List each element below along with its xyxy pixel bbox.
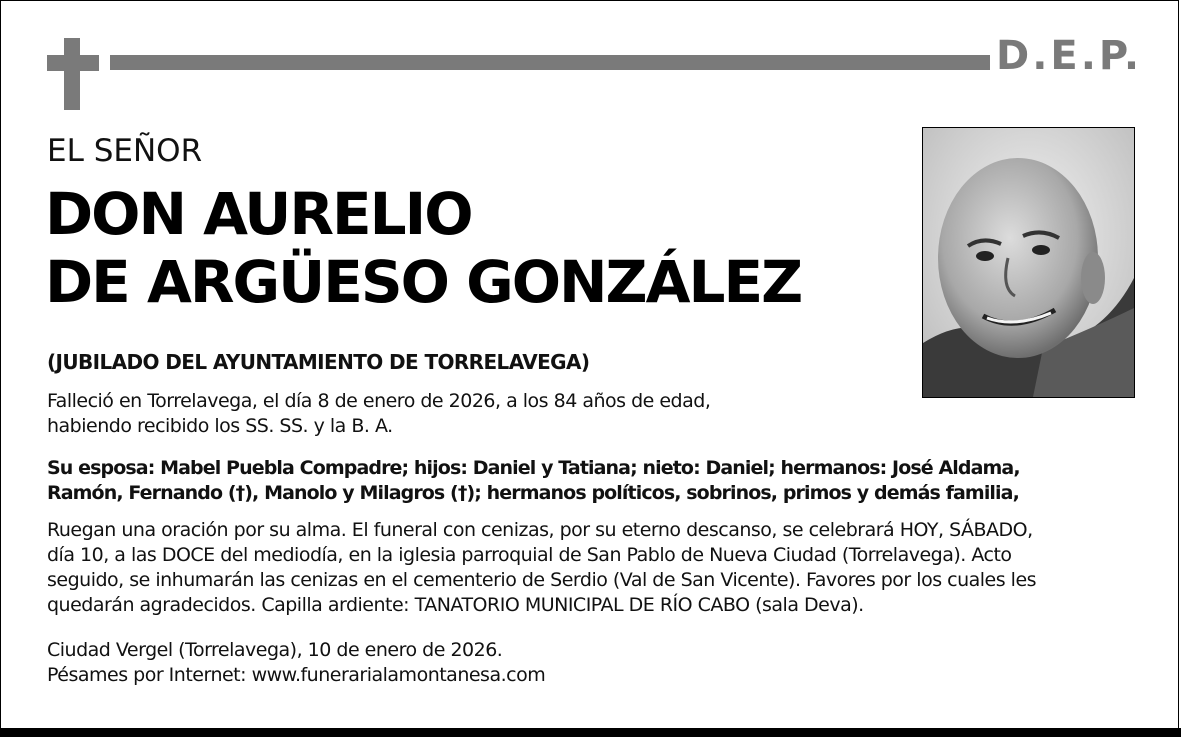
family-line: Ramón, Fernando (†), Manolo y Milagros (†); hermanos políticos, sobrinos, primos y demás familia, [47, 482, 1019, 504]
header-rule [110, 55, 990, 70]
funeral-line: quedarán agradecidos. Capilla ardiente: TANATORIO MUNICIPAL DE RÍO CABO (sala Deva). [47, 594, 864, 616]
family-list [47, 456, 1020, 506]
deceased-name [45, 180, 801, 316]
death-notice [47, 389, 710, 439]
death-notice-line: habiendo recibido los SS. SS. y la B. A. [47, 415, 393, 437]
name-line-1: DON AURELIO [45, 180, 472, 248]
portrait-image [923, 128, 1134, 397]
cross-icon [47, 38, 99, 110]
honorific: EL SEÑOR [47, 133, 203, 169]
death-notice-line: Falleció en Torrelavega, el día 8 de enero de 2026, a los 84 años de edad, [47, 390, 711, 412]
condolences-link: Pésames por Internet: www.funerarialamontanesa.com [47, 664, 546, 686]
dep-label: D.E.P. [996, 33, 1143, 79]
occupation-subtitle: (JUBILADO DEL AYUNTAMIENTO DE TORRELAVEGA) [47, 350, 590, 374]
funeral-line: seguido, se inhumarán las cenizas en el cementerio de Serdio (Val de San Vicente). Favores por los cuales les [47, 569, 1037, 591]
bottom-bar [0, 728, 1181, 737]
name-line-2: DE ARGÜESO GONZÁLEZ [45, 248, 802, 316]
place-date: Ciudad Vergel (Torrelavega), 10 de enero de 2026. [47, 639, 503, 661]
family-line: Su esposa: Mabel Puebla Compadre; hijos: Daniel y Tatiana; nieto: Daniel; hermanos: José Aldama, [47, 457, 1020, 479]
portrait-photo [922, 127, 1135, 398]
funeral-line: Ruegan una oración por su alma. El funeral con cenizas, por su eterno descanso, se celebrará HOY, SÁBADO, [47, 519, 1033, 541]
funeral-details [47, 518, 1036, 618]
funeral-line: día 10, a las DOCE del mediodía, en la iglesia parroquial de San Pablo de Nueva Ciudad (Torrelavega). Acto [47, 544, 1012, 566]
footer [47, 638, 545, 688]
